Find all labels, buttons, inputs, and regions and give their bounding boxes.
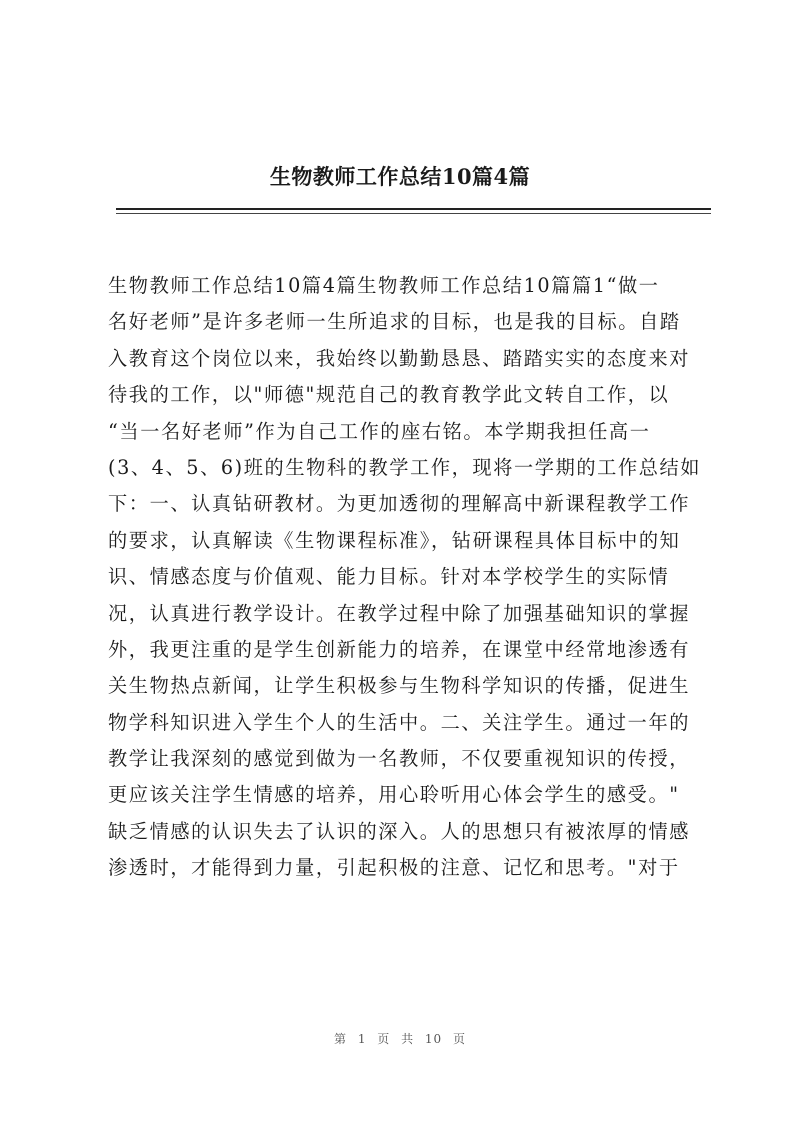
body-line: 况，认真进行教学设计。在教学过程中除了加强基础知识的掌握 [108, 601, 691, 625]
page-title: 生物教师工作总结10篇4篇 [269, 164, 531, 189]
page-number-footer: 第 1 页 共 10 页 [334, 1032, 466, 1046]
body-line: 渗透时，才能得到力量，引起积极的注意、记忆和思考。"对于 [108, 856, 680, 880]
body-line: 外，我更注重的是学生创新能力的培养，在课堂中经常地渗透有 [108, 637, 691, 661]
body-line: 关生物热点新闻，让学生积极参与生物科学知识的传播，促进生 [108, 674, 691, 698]
title-divider [116, 208, 711, 210]
body-line: 待我的工作，以"师德"规范自己的教育教学此文转自工作，以 [108, 383, 670, 407]
body-line: 下：一、认真钻研教材。为更加透彻的理解高中新课程教学工作 [108, 492, 691, 516]
body-line: 识、情感态度与价值观、能力目标。针对本学校学生的实际情 [108, 565, 670, 589]
body-line: 物学科知识进入学生个人的生活中。二、关注学生。通过一年的 [108, 710, 691, 734]
body-text [108, 268, 708, 887]
body-line: 的要求，认真解读《生物课程标准》，钻研课程具体目标中的知 [108, 528, 681, 552]
body-line: 教学让我深刻的感觉到做为一名教师，不仅要重视知识的传授， [108, 747, 691, 771]
body-line: 缺乏情感的认识失去了认识的深入。人的思想只有被浓厚的情感 [108, 819, 691, 843]
body-line: 生物教师工作总结10篇4篇生物教师工作总结10篇篇1“做一 [108, 274, 660, 297]
body-line: 更应该关注学生情感的培养，用心聆听用心体会学生的感受。" [108, 783, 680, 807]
body-line: (3、4、5、6)班的生物科的教学工作，现将一学期的工作总结如 [108, 455, 702, 479]
body-line: “当一名好老师”作为自己工作的座右铭。本学期我担任高一 [108, 419, 651, 443]
body-line: 名好老师”是许多老师一生所追求的目标，也是我的目标。自踏 [108, 310, 681, 334]
title-divider-thin [116, 213, 711, 214]
body-line: 入教育这个岗位以来，我始终以勤勤恳恳、踏踏实实的态度来对 [108, 346, 691, 370]
